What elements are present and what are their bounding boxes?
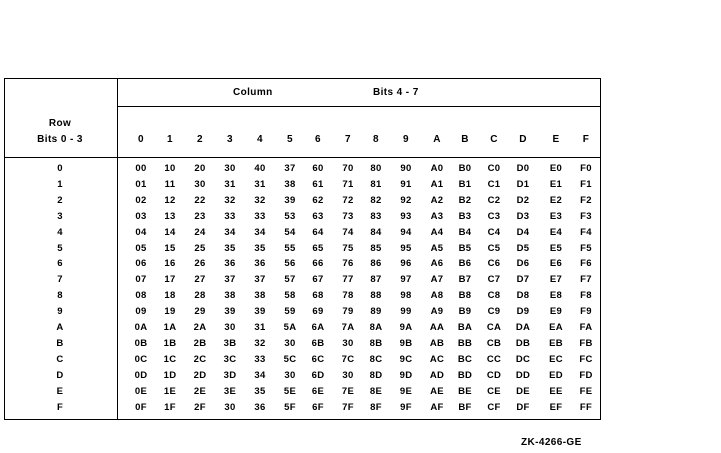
table-cell: 2D <box>193 370 207 381</box>
table-cell: 33 <box>224 211 236 222</box>
table-cell: 56 <box>284 258 296 269</box>
table-cell: 32 <box>224 195 236 206</box>
table-cell: 30 <box>342 370 354 381</box>
table-cell: D1 <box>516 179 530 190</box>
row-label-cell: 2 <box>57 195 63 206</box>
table-cell: B4 <box>458 227 472 238</box>
table-cell: 36 <box>254 402 266 413</box>
table-cell: 25 <box>194 243 206 254</box>
table-cell: 13 <box>164 211 176 222</box>
table-cell: C0 <box>487 163 501 174</box>
table-cell: 40 <box>254 163 266 174</box>
table-cell: DE <box>516 386 530 397</box>
table-cell: 6B <box>311 338 325 349</box>
table-cell: 3C <box>223 354 237 365</box>
table-cell: A5 <box>430 243 444 254</box>
row-label-cell: 7 <box>57 274 63 285</box>
table-cell: F5 <box>580 243 592 254</box>
table-cell: 34 <box>224 227 236 238</box>
table-cell: 91 <box>400 179 412 190</box>
figure-id-caption: ZK-4266-GE <box>521 437 582 448</box>
table-cell: 79 <box>342 306 354 317</box>
table-cell: FE <box>579 386 593 397</box>
table-cell: 2A <box>193 322 207 333</box>
table-cell: 10 <box>164 163 176 174</box>
row-label-cell: A <box>56 322 64 333</box>
table-cell: F6 <box>580 258 592 269</box>
table-cell: 17 <box>164 274 176 285</box>
table-cell: D8 <box>516 290 530 301</box>
table-cell: 23 <box>194 211 206 222</box>
table-cell: 85 <box>370 243 382 254</box>
table-cell: AB <box>429 338 445 349</box>
table-cell: CD <box>486 370 502 381</box>
table-cell: C6 <box>487 258 501 269</box>
table-cell: 63 <box>312 211 324 222</box>
row-label-cell: D <box>56 370 64 381</box>
table-cell: 36 <box>224 258 236 269</box>
row-label-cell: 5 <box>57 243 63 254</box>
table-cell: A1 <box>430 179 444 190</box>
table-cell: 9C <box>399 354 413 365</box>
table-cell: 3B <box>223 338 237 349</box>
table-cell: 34 <box>254 370 266 381</box>
table-cell: BE <box>458 386 472 397</box>
table-cell: 55 <box>284 243 296 254</box>
table-cell: F9 <box>580 306 592 317</box>
table-cell: 9D <box>399 370 413 381</box>
table-cell: B1 <box>458 179 472 190</box>
table-cell: 8D <box>369 370 383 381</box>
table-cell: 53 <box>284 211 296 222</box>
table-cell: 99 <box>400 306 412 317</box>
table-cell: E6 <box>549 258 563 269</box>
table-cell: A6 <box>430 258 444 269</box>
column-header: 5 <box>287 134 293 145</box>
table-cell: 11 <box>164 179 176 190</box>
table-cell: 0B <box>134 338 148 349</box>
table-cell: 03 <box>135 211 147 222</box>
column-header: 3 <box>227 134 233 145</box>
column-label: Column <box>233 87 273 98</box>
table-cell: 7F <box>342 402 354 413</box>
row-label-cell: B <box>56 338 64 349</box>
column-header: C <box>490 134 498 145</box>
table-cell: EA <box>549 322 563 333</box>
table-cell: F4 <box>580 227 592 238</box>
table-cell: 08 <box>135 290 147 301</box>
table-cell: D0 <box>516 163 530 174</box>
table-cell: 26 <box>194 258 206 269</box>
table-cell: C1 <box>487 179 501 190</box>
table-cell: D4 <box>516 227 530 238</box>
table-cell: 58 <box>284 290 296 301</box>
table-cell: 60 <box>312 163 324 174</box>
column-header: 1 <box>167 134 173 145</box>
table-cell: 28 <box>194 290 206 301</box>
table-cell: 76 <box>342 258 354 269</box>
table-cell: 0D <box>134 370 148 381</box>
table-cell: 95 <box>400 243 412 254</box>
table-cell: 00 <box>135 163 147 174</box>
table-cell: 54 <box>284 227 296 238</box>
table-cell: 1D <box>163 370 177 381</box>
column-header: D <box>519 134 527 145</box>
table-cell: 18 <box>164 290 176 301</box>
table-cell: 68 <box>312 290 324 301</box>
table-cell: 9B <box>399 338 413 349</box>
row-label-cell: F <box>56 402 64 413</box>
table-cell: A3 <box>430 211 444 222</box>
table-cell: E3 <box>549 211 563 222</box>
table-cell: FB <box>579 338 593 349</box>
table-cell: A0 <box>430 163 444 174</box>
table-cell: BF <box>458 402 472 413</box>
table-cell: 7A <box>341 322 355 333</box>
row-label-cell: 8 <box>57 290 63 301</box>
column-header: A <box>433 134 441 145</box>
table-cell: F8 <box>580 290 592 301</box>
table-cell: 59 <box>284 306 296 317</box>
table-cell: 37 <box>254 274 266 285</box>
table-cell: 5C <box>283 354 297 365</box>
table-cell: A2 <box>430 195 444 206</box>
table-cell: 31 <box>254 322 266 333</box>
table-cell: CB <box>486 338 502 349</box>
table-cell: 69 <box>312 306 324 317</box>
table-cell: 39 <box>284 195 296 206</box>
table-cell: 2E <box>193 386 207 397</box>
table-cell: 0A <box>134 322 148 333</box>
table-cell: 19 <box>164 306 176 317</box>
table-cell: 39 <box>254 306 266 317</box>
table-cell: F2 <box>580 195 592 206</box>
table-cell: 38 <box>284 179 296 190</box>
table-cell: 1F <box>164 402 176 413</box>
table-cell: EB <box>549 338 563 349</box>
table-cell: 73 <box>342 211 354 222</box>
table-cell: B7 <box>458 274 472 285</box>
table-cell: DB <box>515 338 531 349</box>
table-cell: E2 <box>549 195 563 206</box>
table-cell: 97 <box>400 274 412 285</box>
table-cell: 82 <box>370 195 382 206</box>
table-cell: 9A <box>399 322 413 333</box>
table-cell: 64 <box>312 227 324 238</box>
column-header: 6 <box>315 134 321 145</box>
table-cell: C8 <box>487 290 501 301</box>
table-cell: 1B <box>163 338 177 349</box>
table-cell: EE <box>549 386 563 397</box>
table-cell: 33 <box>254 354 266 365</box>
table-cell: 78 <box>342 290 354 301</box>
table-cell: 14 <box>164 227 176 238</box>
table-cell: 8A <box>369 322 383 333</box>
table-frame <box>4 78 601 420</box>
table-cell: E8 <box>549 290 563 301</box>
table-cell: E4 <box>549 227 563 238</box>
table-cell: D3 <box>516 211 530 222</box>
table-cell: 71 <box>342 179 354 190</box>
table-cell: 72 <box>342 195 354 206</box>
table-cell: F7 <box>580 274 592 285</box>
table-cell: D2 <box>516 195 530 206</box>
table-cell: 9F <box>400 402 412 413</box>
header-body-divider <box>4 157 601 158</box>
table-cell: 7E <box>341 386 355 397</box>
table-cell: 32 <box>254 338 266 349</box>
column-header: 2 <box>197 134 203 145</box>
table-cell: 84 <box>370 227 382 238</box>
row-label-cell: 9 <box>57 306 63 317</box>
table-cell: 30 <box>342 338 354 349</box>
table-cell: 0E <box>134 386 148 397</box>
column-header: 8 <box>373 134 379 145</box>
column-header-divider <box>117 106 601 107</box>
column-header: E <box>552 134 560 145</box>
table-cell: C4 <box>487 227 501 238</box>
table-cell: 83 <box>370 211 382 222</box>
table-cell: E9 <box>549 306 563 317</box>
table-cell: AA <box>429 322 445 333</box>
table-cell: 86 <box>370 258 382 269</box>
table-cell: 33 <box>254 211 266 222</box>
table-cell: 70 <box>342 163 354 174</box>
table-cell: CE <box>487 386 501 397</box>
table-cell: 38 <box>224 290 236 301</box>
table-cell: DF <box>516 402 530 413</box>
row-label-cell: C <box>56 354 64 365</box>
table-cell: BD <box>457 370 473 381</box>
table-cell: ED <box>549 370 563 381</box>
table-cell: 27 <box>194 274 206 285</box>
table-cell: 57 <box>284 274 296 285</box>
table-cell: 5F <box>284 402 296 413</box>
table-cell: 35 <box>224 243 236 254</box>
table-cell: 12 <box>164 195 176 206</box>
table-cell: 77 <box>342 274 354 285</box>
table-cell: 7C <box>341 354 355 365</box>
column-header: F <box>582 134 590 145</box>
table-cell: 1E <box>163 386 177 397</box>
column-header: B <box>461 134 469 145</box>
table-cell: 37 <box>284 163 296 174</box>
table-cell: 30 <box>284 338 296 349</box>
table-cell: 2B <box>193 338 207 349</box>
table-cell: F0 <box>580 163 592 174</box>
table-cell: 35 <box>254 386 266 397</box>
row-label-cell: 0 <box>57 163 63 174</box>
table-cell: 22 <box>194 195 206 206</box>
table-cell: BB <box>457 338 473 349</box>
table-cell: 3D <box>223 370 237 381</box>
table-cell: AF <box>430 402 444 413</box>
table-cell: 31 <box>224 179 236 190</box>
row-label-cell: 6 <box>57 258 63 269</box>
table-cell: 2C <box>193 354 207 365</box>
column-header: 0 <box>138 134 144 145</box>
table-cell: 94 <box>400 227 412 238</box>
table-cell: B9 <box>458 306 472 317</box>
table-cell: C3 <box>487 211 501 222</box>
table-cell: 31 <box>254 179 266 190</box>
table-cell: 8C <box>369 354 383 365</box>
table-cell: 65 <box>312 243 324 254</box>
table-cell: 32 <box>254 195 266 206</box>
table-cell: B5 <box>458 243 472 254</box>
table-cell: AE <box>430 386 444 397</box>
table-cell: 0C <box>134 354 148 365</box>
table-cell: C5 <box>487 243 501 254</box>
table-cell: F1 <box>580 179 592 190</box>
table-cell: 06 <box>135 258 147 269</box>
table-cell: 24 <box>194 227 206 238</box>
table-cell: C2 <box>487 195 501 206</box>
table-cell: 39 <box>224 306 236 317</box>
row-label-cell: 1 <box>57 179 63 190</box>
table-cell: E0 <box>549 163 563 174</box>
table-cell: AD <box>429 370 445 381</box>
table-cell: CA <box>486 322 502 333</box>
table-cell: DD <box>515 370 531 381</box>
table-cell: B6 <box>458 258 472 269</box>
table-cell: 20 <box>194 163 206 174</box>
table-cell: 09 <box>135 306 147 317</box>
table-cell: 30 <box>224 402 236 413</box>
table-cell: 9E <box>399 386 413 397</box>
table-cell: 15 <box>164 243 176 254</box>
table-cell: 36 <box>254 258 266 269</box>
table-cell: 92 <box>400 195 412 206</box>
table-cell: E5 <box>549 243 563 254</box>
row-label-cell: E <box>56 386 64 397</box>
table-cell: 16 <box>164 258 176 269</box>
table-cell: 30 <box>224 163 236 174</box>
table-cell: E1 <box>549 179 563 190</box>
table-cell: 81 <box>370 179 382 190</box>
table-cell: 3E <box>223 386 237 397</box>
table-cell: DC <box>515 354 531 365</box>
table-cell: CC <box>486 354 502 365</box>
row-label-cell: 4 <box>57 227 63 238</box>
table-cell: 0F <box>135 402 147 413</box>
table-cell: B2 <box>458 195 472 206</box>
table-cell: FA <box>579 322 593 333</box>
table-cell: 29 <box>194 306 206 317</box>
table-cell: 5E <box>283 386 297 397</box>
table-cell: 5A <box>283 322 297 333</box>
row-label-cell: 3 <box>57 211 63 222</box>
table-cell: FF <box>579 402 593 413</box>
table-cell: A8 <box>430 290 444 301</box>
row-label: Row <box>48 118 72 129</box>
table-cell: 34 <box>254 227 266 238</box>
table-cell: EC <box>549 354 563 365</box>
table-cell: C9 <box>487 306 501 317</box>
table-cell: 30 <box>194 179 206 190</box>
table-cell: 02 <box>135 195 147 206</box>
table-cell: 05 <box>135 243 147 254</box>
table-cell: 8E <box>369 386 383 397</box>
table-cell: 88 <box>370 290 382 301</box>
table-cell: 6D <box>311 370 325 381</box>
table-cell: D7 <box>516 274 530 285</box>
column-header: 9 <box>403 134 409 145</box>
table-cell: 1A <box>163 322 177 333</box>
table-cell: 30 <box>224 322 236 333</box>
table-cell: E7 <box>549 274 563 285</box>
table-cell: FC <box>579 354 593 365</box>
table-cell: 38 <box>254 290 266 301</box>
table-cell: 80 <box>370 163 382 174</box>
table-cell: B0 <box>458 163 472 174</box>
table-cell: 8B <box>369 338 383 349</box>
bits-0-3-label: Bits 0 - 3 <box>37 134 83 145</box>
table-cell: 90 <box>400 163 412 174</box>
bits-4-7-label: Bits 4 - 7 <box>373 87 419 98</box>
table-cell: BA <box>457 322 473 333</box>
table-cell: 01 <box>135 179 147 190</box>
column-header: 4 <box>257 134 263 145</box>
table-cell: A4 <box>430 227 444 238</box>
table-cell: 67 <box>312 274 324 285</box>
table-cell: 98 <box>400 290 412 301</box>
table-cell: 66 <box>312 258 324 269</box>
table-cell: 8F <box>370 402 382 413</box>
table-cell: C7 <box>487 274 501 285</box>
table-cell: 6F <box>312 402 324 413</box>
table-cell: 07 <box>135 274 147 285</box>
table-cell: A7 <box>430 274 444 285</box>
table-cell: 04 <box>135 227 147 238</box>
table-cell: AC <box>429 354 445 365</box>
table-cell: 6A <box>311 322 325 333</box>
table-cell: EF <box>549 402 563 413</box>
table-cell: 30 <box>284 370 296 381</box>
table-cell: 6C <box>311 354 325 365</box>
table-cell: 37 <box>224 274 236 285</box>
table-cell: B3 <box>458 211 472 222</box>
table-cell: 1C <box>163 354 177 365</box>
table-cell: 89 <box>370 306 382 317</box>
table-cell: F3 <box>580 211 592 222</box>
row-header-divider <box>117 78 118 420</box>
table-cell: D6 <box>516 258 530 269</box>
table-cell: BC <box>457 354 473 365</box>
table-cell: 75 <box>342 243 354 254</box>
table-cell: 35 <box>254 243 266 254</box>
table-cell: 62 <box>312 195 324 206</box>
table-cell: 2F <box>194 402 206 413</box>
table-cell: D5 <box>516 243 530 254</box>
table-cell: 61 <box>312 179 324 190</box>
table-cell: B8 <box>458 290 472 301</box>
table-cell: A9 <box>430 306 444 317</box>
table-cell: 96 <box>400 258 412 269</box>
table-cell: FD <box>579 370 593 381</box>
table-cell: 87 <box>370 274 382 285</box>
table-cell: D9 <box>516 306 530 317</box>
table-cell: DA <box>515 322 531 333</box>
table-cell: 6E <box>311 386 325 397</box>
table-cell: CF <box>487 402 501 413</box>
column-header: 7 <box>345 134 351 145</box>
table-cell: 74 <box>342 227 354 238</box>
table-cell: 93 <box>400 211 412 222</box>
